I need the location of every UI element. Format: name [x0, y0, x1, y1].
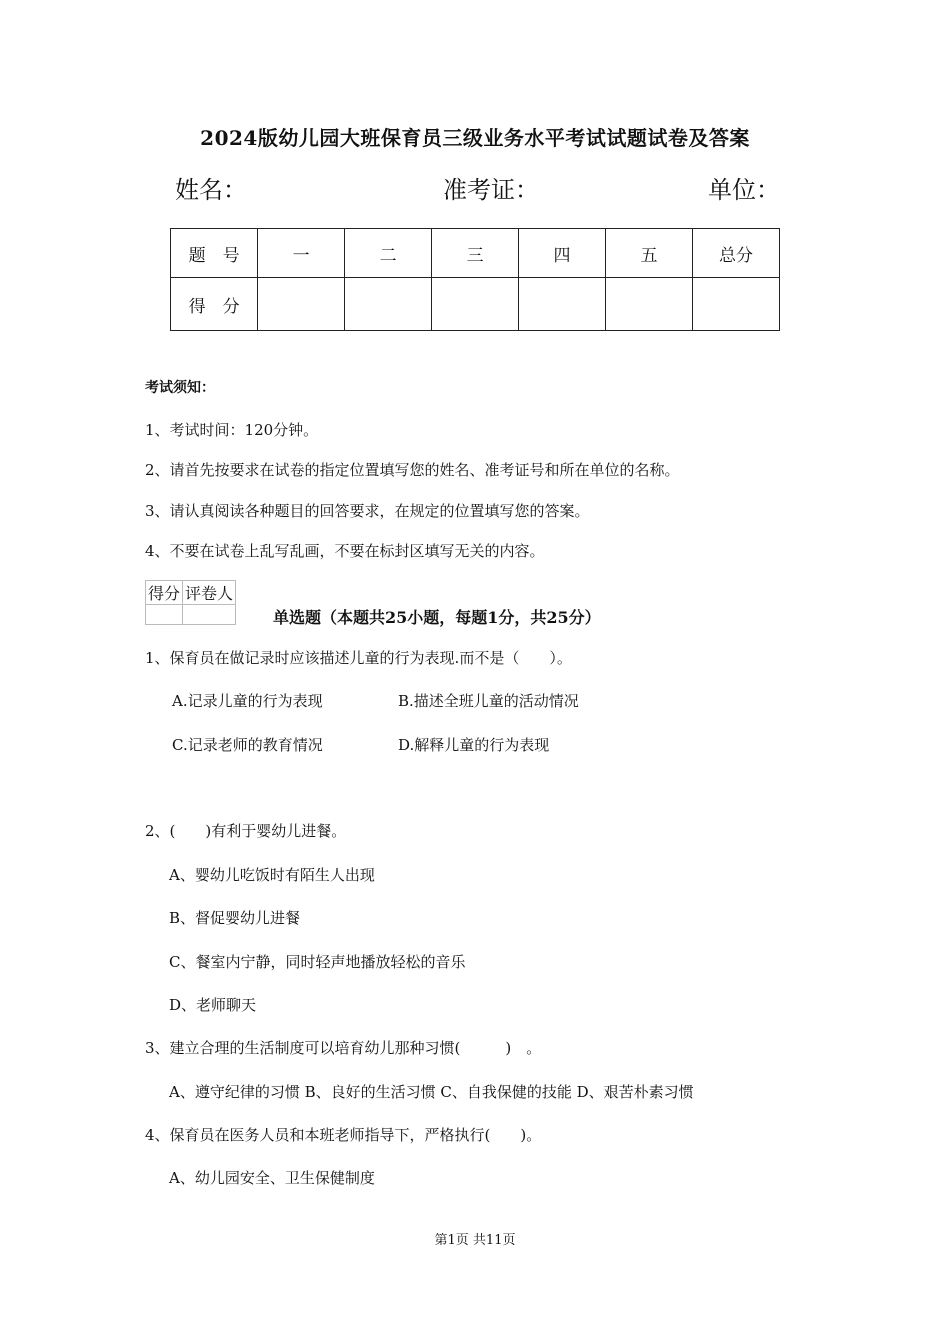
header-cell-1: 一	[258, 229, 345, 278]
question-2-option-b: B、督促婴幼儿进餐	[169, 909, 301, 927]
grader-name-cell	[183, 605, 236, 625]
question-4-stem: 4、保育员在医务人员和本班老师指导下，严格执行( )。	[145, 1126, 542, 1144]
question-1-option-d: D.解释儿童的行为表现	[398, 736, 550, 754]
grader-score-cell	[146, 605, 183, 625]
header-cell-total: 总分	[692, 229, 779, 278]
question-1-stem: 1、保育员在做记录时应该描述儿童的行为表现.而不是（ ）。	[145, 649, 572, 667]
score-cell	[345, 278, 432, 331]
header-cell-3: 三	[432, 229, 519, 278]
score-row-label: 得 分	[171, 278, 258, 331]
header-cell-4: 四	[519, 229, 606, 278]
page-title: 2024版幼儿园大班保育员三级业务水平考试试题试卷及答案	[200, 126, 750, 150]
score-cell	[258, 278, 345, 331]
candidate-info-row	[175, 170, 780, 202]
section-title: 单选题（本题共25小题，每题1分，共25分）	[273, 608, 601, 627]
question-2-option-a: A、婴幼儿吃饭时有陌生人出现	[169, 866, 375, 884]
score-table	[170, 228, 780, 331]
grader-box	[145, 580, 236, 625]
exam-id-label: 准考证：	[443, 176, 539, 204]
grader-score-label: 得分	[146, 581, 183, 605]
notice-item: 1、考试时间：120分钟。	[145, 421, 319, 439]
header-cell-2: 二	[345, 229, 432, 278]
score-cell	[692, 278, 779, 331]
grader-name-label: 评卷人	[183, 581, 236, 605]
score-table-header-row	[171, 229, 780, 278]
question-4-option-a: A、幼儿园安全、卫生保健制度	[169, 1169, 375, 1187]
notice-heading: 考试须知：	[145, 380, 215, 396]
header-cell-5: 五	[606, 229, 693, 278]
notice-item: 3、请认真阅读各种题目的回答要求，在规定的位置填写您的答案。	[145, 502, 590, 520]
score-table-score-row	[171, 278, 780, 331]
question-1-option-a: A.记录儿童的行为表现	[172, 692, 323, 710]
question-2-stem: 2、( )有利于婴幼儿进餐。	[145, 822, 347, 840]
name-label: 姓名：	[175, 176, 247, 204]
question-2-option-d: D、老师聊天	[169, 996, 257, 1014]
score-cell	[519, 278, 606, 331]
page-footer: 第1页 共11页	[434, 1233, 516, 1248]
notice-item: 2、请首先按要求在试卷的指定位置填写您的姓名、准考证号和所在单位的名称。	[145, 461, 680, 479]
header-cell-question-number: 题 号	[171, 229, 258, 278]
unit-label: 单位：	[708, 176, 780, 204]
question-2-option-c: C、餐室内宁静，同时轻声地播放轻松的音乐	[169, 953, 466, 971]
question-1-option-c: C.记录老师的教育情况	[172, 736, 323, 754]
score-cell	[432, 278, 519, 331]
question-1-option-b: B.描述全班儿童的活动情况	[398, 692, 579, 710]
question-3-options: A、遵守纪律的习惯 B、良好的生活习惯 C、自我保健的技能 D、艰苦朴素习惯	[169, 1083, 694, 1101]
score-cell	[606, 278, 693, 331]
question-3-stem: 3、建立合理的生活制度可以培育幼儿那种习惯( ) 。	[145, 1039, 542, 1057]
notice-item: 4、不要在试卷上乱写乱画，不要在标封区填写无关的内容。	[145, 542, 545, 560]
